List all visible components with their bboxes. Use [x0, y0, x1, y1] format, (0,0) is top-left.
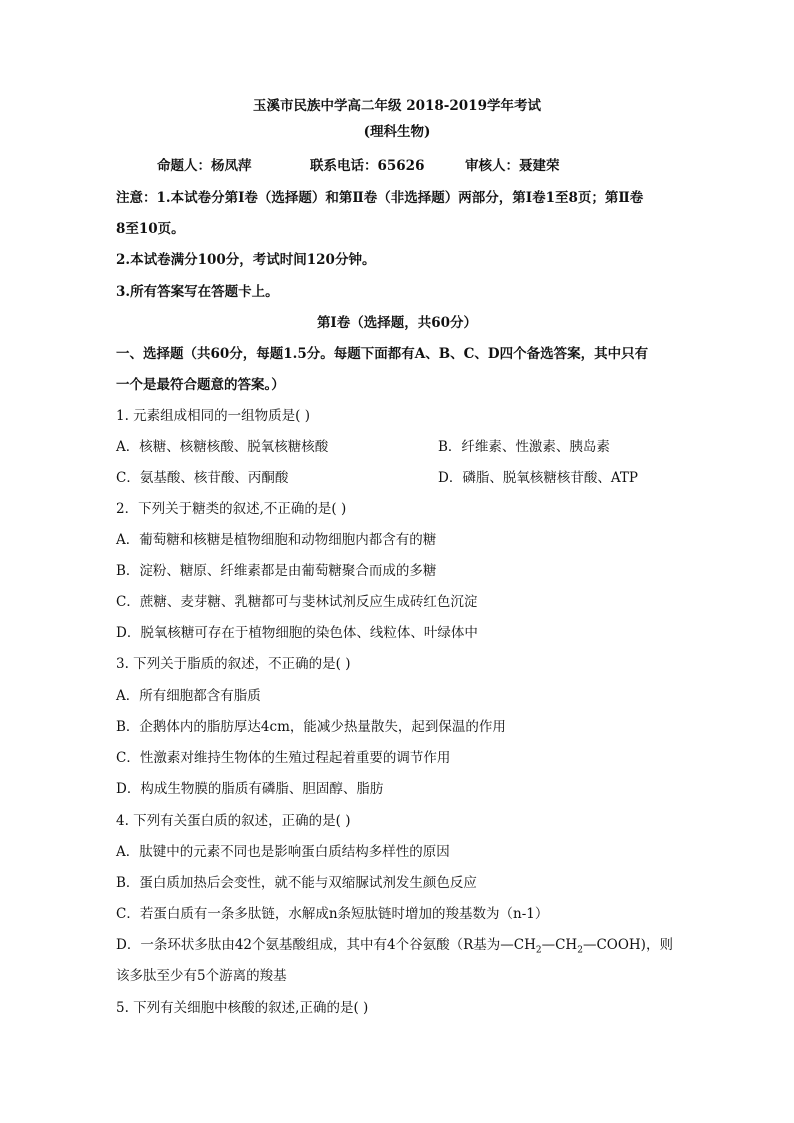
q4-stem: 4. 下列有关蛋白质的叙述，正确的是( ) — [116, 813, 351, 829]
q4-option-d-text-1: D．一条环状多肽由42个氨基酸组成，其中有4个谷氨酸（R基为—CH — [116, 937, 536, 953]
q4-option-d-continued: 该多肽至少有5个游离的羧基 — [116, 968, 287, 984]
q2-stem: 2．下列关于糖类的叙述,不正确的是( ) — [116, 501, 347, 517]
q4-option-d-text-2: —CH — [541, 937, 578, 953]
exam-title: 玉溪市民族中学高二年级 2018-2019学年考试 — [253, 98, 541, 114]
q2-option-a: A．葡萄糖和核糖是植物细胞和动物细胞内都含有的糖 — [116, 532, 437, 548]
note-2: 2.本试卷满分100分，考试时间120分钟。 — [116, 252, 376, 268]
q4-option-d-subscript-2: 2 — [577, 945, 583, 956]
q4-option-a: A．肽键中的元素不同也是影响蛋白质结构多样性的原因 — [116, 844, 450, 860]
reviewer-info: 审核人：聂建荣 — [465, 158, 560, 174]
section-instruction-line-1: 一、选择题（共60分，每题1.5分。每题下面都有A、B、C、D四个备选答案，其中只有 — [116, 346, 649, 362]
q2-option-b: B．淀粉、糖原、纤维素都是由葡萄糖聚合而成的多糖 — [116, 563, 437, 579]
q3-option-b: B．企鹅体内的脂肪厚达4cm，能减少热量散失，起到保温的作用 — [116, 719, 506, 735]
q1-option-c: C．氨基酸、核苷酸、丙酮酸 — [116, 470, 289, 486]
q3-option-a: A．所有细胞都含有脂质 — [116, 688, 261, 704]
q4-option-c: C．若蛋白质有一条多肽链，水解成n条短肽链时增加的羧基数为（n-1） — [116, 906, 549, 922]
q3-option-c: C．性激素对维持生物体的生殖过程起着重要的调节作用 — [116, 750, 451, 766]
phone-info: 联系电话：65626 — [310, 158, 425, 174]
q5-stem: 5. 下列有关细胞中核酸的叙述,正确的是( ) — [116, 1000, 369, 1016]
q2-option-c: C．蔗糖、麦芽糖、乳糖都可与斐林试剂反应生成砖红色沉淀 — [116, 594, 478, 610]
q1-option-b: B．纤维素、性激素、胰岛素 — [438, 439, 610, 455]
q4-option-d-text-3: —COOH)，则 — [582, 937, 673, 953]
q1-option-d: D．磷脂、脱氧核糖核苷酸、ATP — [438, 470, 638, 486]
q4-option-d-subscript-1: 2 — [535, 945, 542, 956]
q1-stem: 1. 元素组成相同的一组物质是( ) — [116, 408, 310, 424]
q4-option-b: B．蛋白质加热后会变性，就不能与双缩脲试剂发生颜色反应 — [116, 875, 477, 891]
q4-option-d — [116, 936, 673, 954]
note-3: 3.所有答案写在答题卡上。 — [116, 284, 279, 300]
exam-subtitle: (理科生物) — [363, 124, 431, 140]
note-1-line-2: 8至10页。 — [116, 221, 185, 237]
q3-option-d: D．构成生物膜的脂质有磷脂、胆固醇、脂肪 — [116, 781, 384, 797]
author-info: 命题人：杨凤萍 — [157, 158, 252, 174]
q3-stem: 3. 下列关于脂质的叙述，不正确的是( ) — [116, 656, 351, 672]
section-title: 第Ⅰ卷（选择题，共60分） — [316, 315, 478, 331]
q2-option-d: D．脱氧核糖可存在于植物细胞的染色体、线粒体、叶绿体中 — [116, 625, 478, 641]
note-1-line-1: 注意：1.本试卷分第Ⅰ卷（选择题）和第Ⅱ卷（非选择题）两部分，第Ⅰ卷1至8页；第Ⅱ卷 — [116, 190, 644, 206]
q1-option-a: A．核糖、核糖核酸、脱氧核糖核酸 — [116, 439, 329, 455]
section-instruction-line-2: 一个是最符合题意的答案。） — [116, 377, 285, 393]
